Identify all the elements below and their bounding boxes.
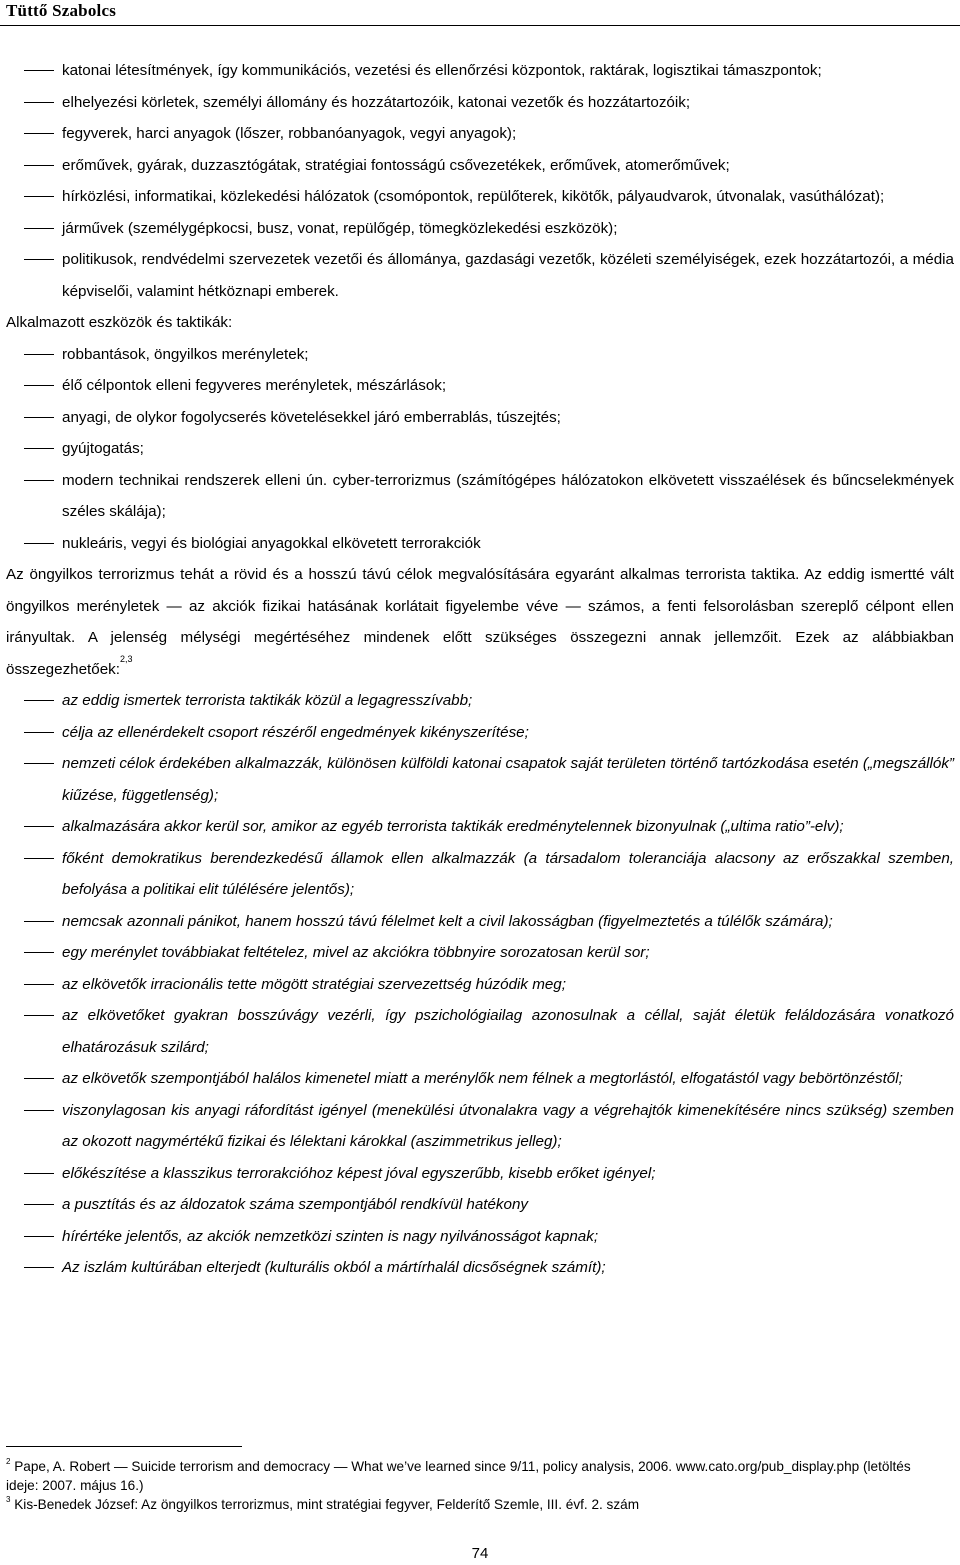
list-item: politikusok, rendvédelmi szervezetek vezetői és állománya, gazdasági vezetők, közéleti személyiségek, ezek hozzátartozói, a média képviselői, valamint hétköznapi emberek.	[6, 244, 954, 307]
tools-list	[6, 339, 954, 560]
footnote: $^3$ Kis-Benedek József: Az öngyilkos terrorizmus, mint stratégiai fegyver, Felderítő Szemle, III. évf. 2. szám	[6, 1495, 640, 1512]
list-item: elhelyezési körletek, személyi állomány és hozzátartozóik, katonai vezetők és hozzátartozóik;	[6, 87, 954, 119]
tools-heading: Alkalmazott eszközök és taktikák:	[6, 314, 233, 331]
dash-bullet	[24, 102, 54, 103]
dash-bullet	[24, 165, 54, 166]
footnote-separator	[6, 1446, 242, 1447]
dash-bullet	[24, 826, 54, 827]
dash-bullet	[24, 448, 54, 449]
dash-bullet	[24, 1015, 54, 1016]
dash-bullet	[24, 543, 54, 544]
dash-bullet	[24, 354, 54, 355]
list-item: nukleáris, vegyi és biológiai anyagokkal elkövetett terrorakciók	[6, 528, 954, 560]
list-item: célja az ellenérdekelt csoport részéről engedmények kikényszerítése;	[6, 717, 954, 749]
list-item: élő célpontok elleni fegyveres merényletek, mészárlások;	[6, 370, 954, 402]
page-body	[6, 55, 954, 1284]
list-item: alkalmazására akkor kerül sor, amikor az egyéb terrorista taktikák eredménytelennek bizonyulnak („ultima ratio”-elv);	[6, 811, 954, 843]
dash-bullet	[24, 952, 54, 953]
list-item: a pusztítás és az áldozatok száma szempontjából rendkívül hatékony	[6, 1189, 954, 1221]
dash-bullet	[24, 732, 54, 733]
list-item: főként demokratikus berendezkedésű államok ellen alkalmazzák (a társadalom toleranciája alacsony az erőszakkal szemben, befolyása a politikai elit túlélésére jelentős);	[6, 843, 954, 906]
list-item: gyújtogatás;	[6, 433, 954, 465]
dash-bullet	[24, 70, 54, 71]
list-item: az elkövetők irracionális tette mögött stratégiai szervezettség húzódik meg;	[6, 969, 954, 1001]
list-item: egy merénylet továbbiakat feltételez, mivel az akciókra többnyire sorozatosan kerül sor;	[6, 937, 954, 969]
list-item: erőművek, gyárak, duzzasztógátak, stratégiai fontosságú csővezetékek, erőművek, atomerőművek;	[6, 150, 954, 182]
footnote-number: 3	[6, 1495, 11, 1504]
dash-bullet	[24, 1236, 54, 1237]
dash-bullet	[24, 196, 54, 197]
dash-bullet	[24, 1267, 54, 1268]
dash-bullet	[24, 763, 54, 764]
dash-bullet	[24, 858, 54, 859]
footnote: $^2$ Pape, A. Robert — Suicide terrorism and democracy — What we’ve learned since 9/11, policy analysis, 2006. www.cato.org/pub_display.php (letöltés ideje: 2007. május 16.)	[6, 1457, 911, 1493]
list-item: katonai létesítmények, így kommunikációs, vezetési és ellenőrzési központok, raktárak, logisztikai támaszpontok;	[6, 55, 954, 87]
footnotes	[6, 1457, 920, 1514]
dash-bullet	[24, 1078, 54, 1079]
dash-bullet	[24, 700, 54, 701]
dash-bullet	[24, 480, 54, 481]
list-item: nemzeti célok érdekében alkalmazzák, különösen külföldi katonai csapatok saját területen történő tartózkodása esetén („megszállók” kiűzése, függetlenség);	[6, 748, 954, 811]
dash-bullet	[24, 133, 54, 134]
target-list	[6, 55, 954, 307]
summary-paragraph: Az öngyilkos terrorizmus tehát a rövid és a hosszú távú célok megvalósítására egyaránt alkalmas terrorista taktika. Az eddig ismertté vált öngyilkos merényletek — az akciók fizikai hatásának korlátait figyelembe véve — számos, a fenti felsorolásban szereplő célpont ellen irányultak. A jelenség mélységi megértéséhez mindenek előtt szükséges összegezni annak jellemzőit. Ezek az alábbiakban összegezhetőek:$^{2,3}$	[6, 566, 954, 678]
list-item: hírközlési, informatikai, közlekedési hálózatok (csomópontok, repülőterek, kikötők, pályaudvarok, útvonalak, vasúthálózat);	[6, 181, 954, 213]
list-item: az elkövetők szempontjából halálos kimenetel miatt a merénylők nem félnek a megtorlástól, elfogatástól vagy bebörtönzéstől;	[6, 1063, 954, 1095]
footnote-ref: 2,3	[119, 653, 133, 664]
list-item: hírértéke jelentős, az akciók nemzetközi szinten is nagy nyilvánosságot kapnak;	[6, 1221, 954, 1253]
dash-bullet	[24, 385, 54, 386]
list-item: fegyverek, harci anyagok (lőszer, robbanóanyagok, vegyi anyagok);	[6, 118, 954, 150]
dash-bullet	[24, 1204, 54, 1205]
dash-bullet	[24, 1110, 54, 1111]
list-item: viszonylagosan kis anyagi ráfordítást igényel (menekülési útvonalakra vagy a végrehajtók kimenekítésére nincs szükség) szemben az okozott nagymértékű fizikai és lélektani károkkal (aszimmetrikus jelleg);	[6, 1095, 954, 1158]
list-item: az eddig ismertek terrorista taktikák közül a legagresszívabb;	[6, 685, 954, 717]
dash-bullet	[24, 417, 54, 418]
list-item: anyagi, de olykor fogolycserés követelésekkel járó emberrablás, túszejtés;	[6, 402, 954, 434]
list-item: Az iszlám kultúrában elterjedt (kulturális okból a mártírhalál dicsőségnek számít);	[6, 1252, 954, 1284]
list-item: modern technikai rendszerek elleni ún. cyber-terrorizmus (számítógépes hálózatokon elkövetett visszaélések és bűncselekmények széles skálája);	[6, 465, 954, 528]
running-header	[0, 0, 960, 26]
list-item: járművek (személygépkocsi, busz, vonat, repülőgép, tömegközlekedési eszközök);	[6, 213, 954, 245]
header-author: Tüttő Szabolcs	[6, 1, 117, 20]
dash-bullet	[24, 228, 54, 229]
list-item: robbantások, öngyilkos merényletek;	[6, 339, 954, 371]
page-number: 74	[471, 1545, 489, 1562]
dash-bullet	[24, 1173, 54, 1174]
dash-bullet	[24, 984, 54, 985]
list-item: előkészítése a klasszikus terrorakcióhoz képest jóval egyszerűbb, kisebb erőket igényel;	[6, 1158, 954, 1190]
dash-bullet	[24, 259, 54, 260]
footnote-number: 2	[6, 1457, 11, 1466]
list-item: nemcsak azonnali pánikot, hanem hosszú távú félelmet kelt a civil lakosságban (figyelmeztetés a túlélők számára);	[6, 906, 954, 938]
list-item: az elkövetőket gyakran bosszúvágy vezérli, így pszichológiailag azonosulnak a céllal, saját életük feláldozására vonatkozó elhatározásuk szilárd;	[6, 1000, 954, 1063]
features-list	[6, 685, 954, 1284]
dash-bullet	[24, 921, 54, 922]
